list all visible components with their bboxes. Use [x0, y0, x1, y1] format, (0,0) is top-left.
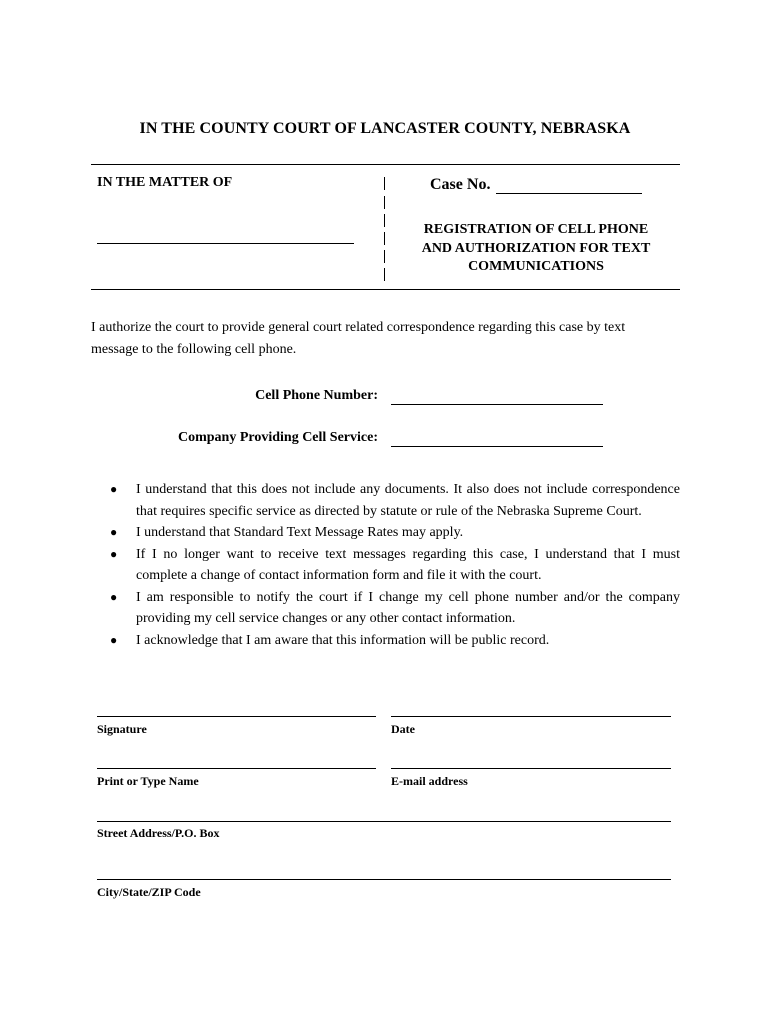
street-address-label: Street Address/P.O. Box: [97, 826, 220, 840]
document-title-line: REGISTRATION OF CELL PHONE: [423, 222, 649, 237]
signature-label: Signature: [97, 722, 147, 736]
caption-bottom-rule: [91, 289, 680, 290]
caption-divider: [384, 250, 385, 263]
city-state-zip-label: City/State/ZIP Code: [97, 885, 201, 899]
email-line[interactable]: [391, 768, 671, 769]
case-no-label: Case No.: [430, 176, 491, 193]
date-line[interactable]: [391, 716, 671, 717]
authorization-paragraph: [91, 317, 691, 361]
cell-phone-label: Cell Phone Number:: [255, 388, 378, 403]
bullet-icon: ●: [110, 546, 118, 561]
list-item: [110, 479, 680, 522]
list-item-text: I am responsible to notify the court if I change my cell phone number and/or the company providing my cell service changes or any other contact information.: [136, 589, 680, 626]
print-name-line[interactable]: [97, 768, 376, 769]
bullet-icon: ●: [110, 525, 118, 539]
court-title: IN THE COUNTY COURT OF LANCASTER COUNTY, NEBRASKA: [139, 120, 631, 137]
list-item: [110, 587, 680, 630]
list-item-text: I understand that Standard Text Message Rates may apply.: [136, 525, 464, 540]
caption-divider: [384, 232, 385, 245]
document-title: [400, 221, 672, 277]
caption-divider: [384, 196, 385, 209]
case-no-blank[interactable]: [496, 193, 642, 194]
caption-divider: [384, 214, 385, 227]
document-title-line: AND AUTHORIZATION FOR TEXT: [421, 240, 651, 256]
print-name-label: Print or Type Name: [97, 774, 199, 788]
list-item: [110, 522, 680, 544]
cell-phone-input[interactable]: [391, 404, 603, 405]
caption-divider: [384, 268, 385, 281]
signature-line[interactable]: [97, 716, 376, 717]
acknowledgement-list: [110, 479, 680, 651]
bullet-icon: ●: [110, 482, 118, 496]
street-address-line[interactable]: [97, 821, 671, 822]
email-label: E-mail address: [391, 774, 468, 788]
city-state-zip-line[interactable]: [97, 879, 671, 880]
bullet-icon: ●: [110, 632, 118, 647]
list-item-text: If I no longer want to receive text messages regarding this case, I understand that I must complete a change of contact information form and file it with the court.: [136, 546, 680, 583]
authorization-line: message to the following cell phone.: [91, 342, 297, 357]
caption-top-rule: [91, 164, 680, 165]
company-label: Company Providing Cell Service:: [177, 430, 378, 445]
document-title-line: COMMUNICATIONS: [468, 259, 604, 274]
party-name-blank[interactable]: [97, 243, 354, 244]
matter-label: IN THE MATTER OF: [97, 175, 233, 190]
date-label: Date: [391, 722, 415, 736]
list-item-text: I understand that this does not include any documents. It also does not include correspondence that requires specific service as directed by statute or rule of the Nebraska Supreme Court.: [136, 482, 680, 519]
company-input[interactable]: [391, 446, 603, 447]
caption-divider: [384, 177, 385, 190]
list-item-text: I acknowledge that I am aware that this information will be public record.: [136, 632, 550, 648]
authorization-line: I authorize the court to provide general court related correspondence regarding this case by text: [91, 320, 626, 335]
bullet-icon: ●: [110, 589, 118, 604]
list-item: [110, 544, 680, 587]
list-item: [110, 630, 680, 652]
